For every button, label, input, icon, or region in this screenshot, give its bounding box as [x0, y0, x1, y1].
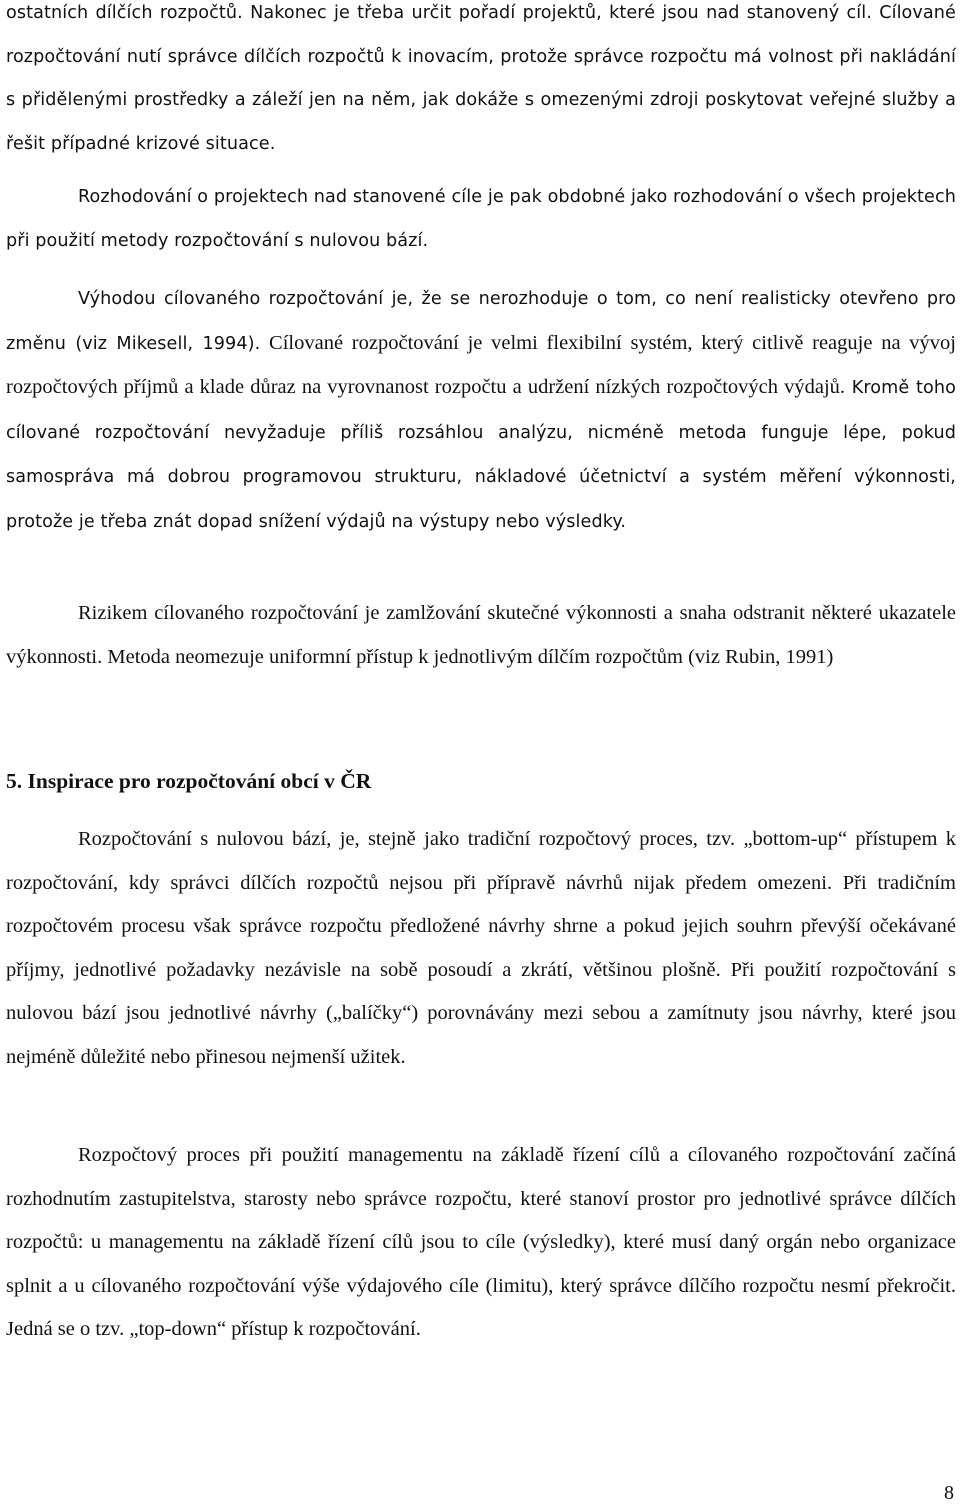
advantages-sentence-1: Výhodou cílovaného rozpočtování je, že se nerozhoduje o tom, co není realisticky otevřeno pro změnu (viz Mikesell, 1994).: [6, 289, 956, 354]
advantages-sentence-2: Cílované rozpočtování je velmi flexibilní systém, který citlivě reaguje na vývoj rozpočtových příjmů a klade důraz na vyrovnanost rozpočtu a udržení nízkých rozpočtových výdajů.: [6, 331, 956, 398]
paragraph-continuation: ostatních dílčích rozpočtů. Nakonec je třeba určit pořadí projektů, které jsou nad stanovený cíl. Cílované rozpočtování nutí správce dílčích rozpočtů k inovacím, protože správce rozpočtu má volnost při nakládání s přidělenými prostředky a záleží jen na něm, jak dokáže s omezenými zdroji poskytovat veřejné služby a řešit případné krizové situace.: [6, 3, 956, 154]
paragraph-decision-projects: Rozhodování o projektech nad stanovené cíle je pak obdobné jako rozhodování o všech projektech při použití metody rozpočtování s nulovou bází.: [6, 187, 956, 251]
advantages-sentence-3: Kromě toho cílované rozpočtování nevyžaduje příliš rozsáhlou analýzu, nicméně metoda funguje lépe, pokud samospráva má dobrou programovou strukturu, nákladové účetnictví a systém měření výkonnosti, protože je třeba znát dopad snížení výdajů na výstupy nebo výsledky.: [6, 378, 956, 532]
paragraph-zero-base: Rozpočtování s nulovou bází, je, stejně jako tradiční rozpočtový proces, tzv. „bottom-up“ přístupem k rozpočtování, kdy správci dílčích rozpočtů nejsou při přípravě návrhů nijak předem omezeni. Při tradičním rozpočtovém procesu však správce rozpočtu předložené návrhy shrne a pokud jejich souhrn převýší očekávané příjmy, jednotlivé požadavky nezávisle na sobě posoudí a zkrátí, většinou plošně. Při použití rozpočtování s nulovou bází jsou jednotlivé návrhy („balíčky“) porovnávány mezi sebou a zamítnuty jsou návrhy, které jsou nejméně důležité nebo přinesou nejmenší užitek.: [6, 828, 956, 1068]
paragraph-risks: Rizikem cílovaného rozpočtování je zamlžování skutečné výkonnosti a snaha odstranit některé ukazatele výkonnosti. Metoda neomezuje uniformní přístup k jednotlivým dílčím rozpočtům (viz Rubin, 1991): [6, 602, 956, 668]
section-heading: 5. Inspirace pro rozpočtování obcí v ČR: [6, 769, 372, 793]
paragraph-budget-process: Rozpočtový proces při použití managementu na základě řízení cílů a cílovaného rozpočtování začíná rozhodnutím zastupitelstva, starosty nebo správce rozpočtu, které stanoví prostor pro jednotlivé správce dílčích rozpočtů: u managementu na základě řízení cílů jsou to cíle (výsledky), které musí daný orgán nebo organizace splnit a u cílovaného rozpočtování výše výdajového cíle (limitu), který správce dílčího rozpočtu nesmí překročit. Jedná se o tzv. „top-down“ přístup k rozpočtování.: [6, 1144, 956, 1340]
page-number: 8: [944, 1482, 954, 1504]
paragraph-advantages: [6, 277, 956, 544]
